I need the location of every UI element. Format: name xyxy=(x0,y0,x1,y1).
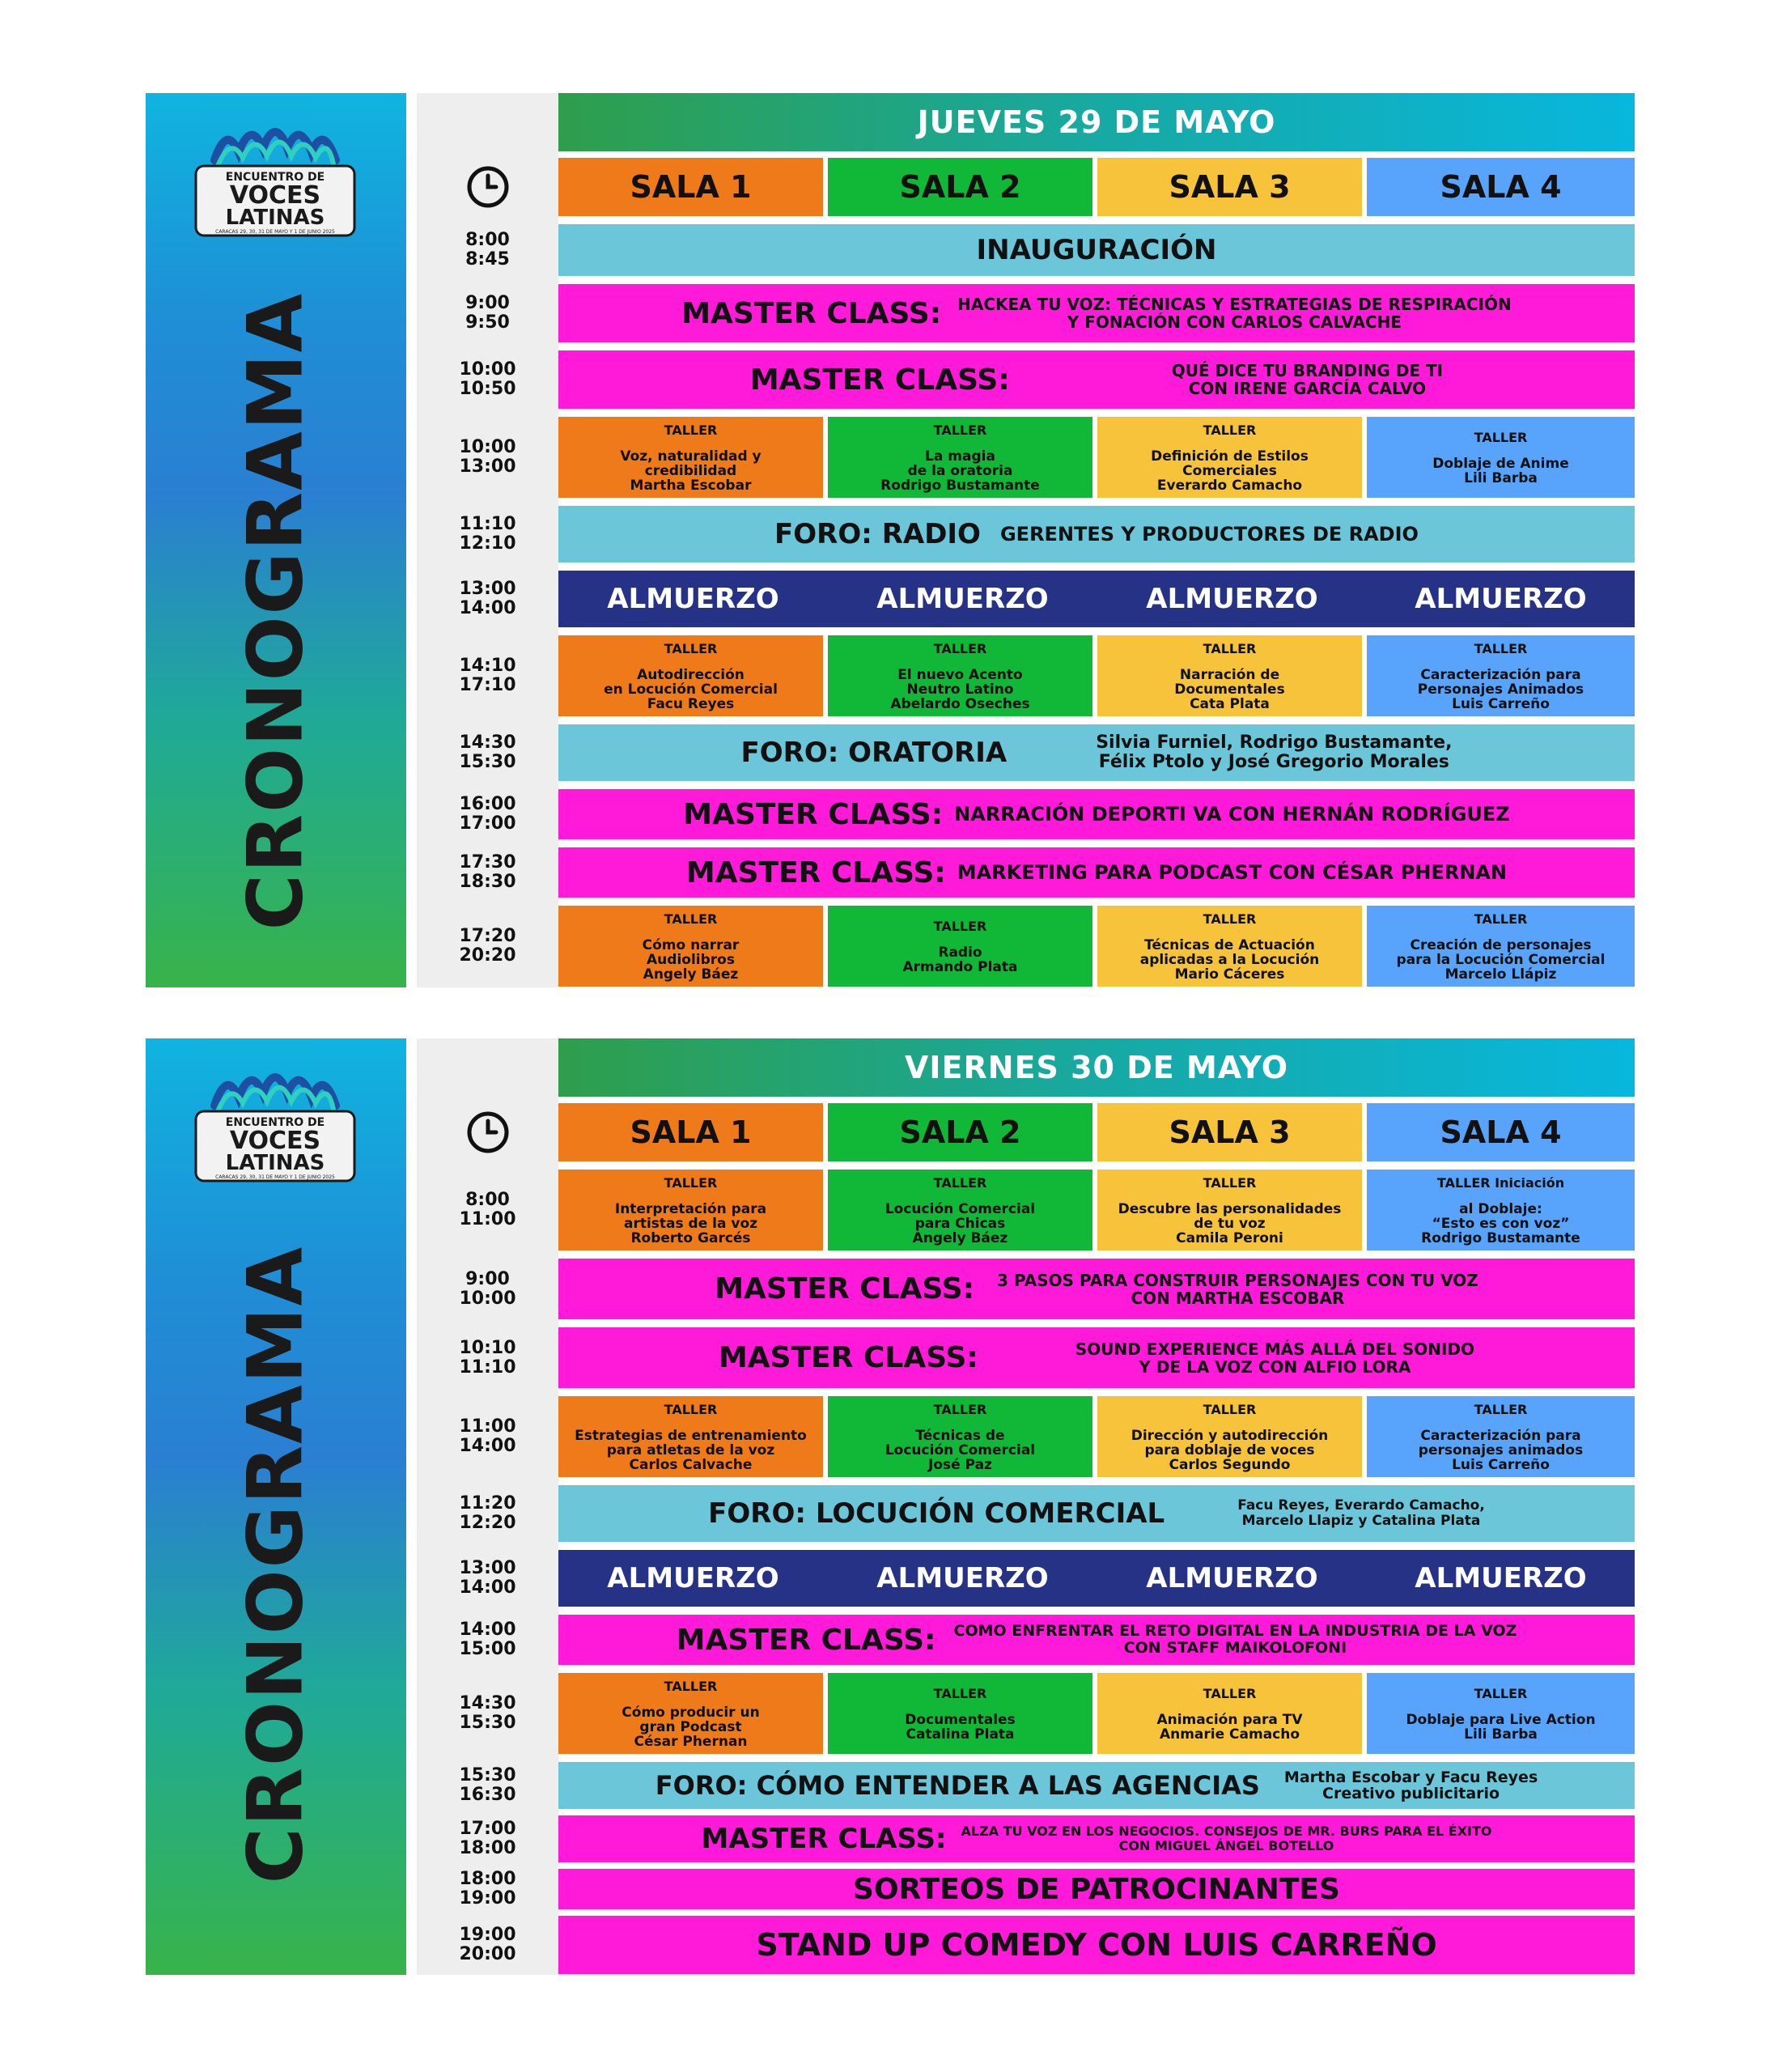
master-class-label: MASTER CLASS: xyxy=(676,1623,936,1657)
almuerzo-cell: ALMUERZO xyxy=(1097,571,1367,627)
time-slot: 14:30 15:30 xyxy=(459,732,516,772)
master-class-row xyxy=(558,350,1635,409)
time-slot: 15:30 16:30 xyxy=(459,1765,516,1805)
taller-cell: TALLER Descubre las personalidades de tu voz Camila Peroni xyxy=(1097,1170,1362,1250)
time-slot: 9:00 9:50 xyxy=(465,293,510,333)
taller-cell: TALLER Creación de personajes para la Locución Comercial Marcelo Llápiz xyxy=(1367,906,1635,987)
day-header: JUEVES 29 DE MAYO xyxy=(558,93,1635,151)
time-slot: 11:10 12:10 xyxy=(459,514,516,554)
inauguracion-row: INAUGURACIÓN xyxy=(558,224,1635,276)
clock-icon xyxy=(466,165,510,209)
sala-3-header: SALA 3 xyxy=(1097,1103,1362,1161)
foro-label: FORO: RADIO xyxy=(774,518,981,550)
taller-cell: TALLER Doblaje de Anime Lili Barba xyxy=(1367,417,1635,498)
clock-icon xyxy=(466,1110,510,1154)
taller-cell: TALLER El nuevo Acento Neutro Latino Abelardo Oseches xyxy=(828,635,1092,716)
taller-cell: TALLER Caracterización para personajes animados Luis Carreño xyxy=(1367,1396,1635,1477)
almuerzo-cell: ALMUERZO xyxy=(1367,1550,1635,1607)
almuerzo-cell: ALMUERZO xyxy=(1097,1550,1367,1607)
master-class-row xyxy=(558,789,1635,839)
time-slot: 10:00 13:00 xyxy=(459,437,516,477)
time-slot: 13:00 14:00 xyxy=(459,579,516,618)
taller-cell: TALLER Técnicas de Locución Comercial José Paz xyxy=(828,1396,1092,1477)
master-class-label: MASTER CLASS: xyxy=(685,856,946,890)
foro-text: Silvia Furniel, Rodrigo Bustamante, Félix Ptolo y José Gregorio Morales xyxy=(1096,732,1453,772)
foro-text: Martha Escobar y Facu Reyes Creativo publicitario xyxy=(1283,1768,1538,1802)
standup-row: STAND UP COMEDY CON LUIS CARREÑO xyxy=(558,1916,1635,1974)
taller-cell: TALLER Estrategias de entrenamiento para atletas de la voz Carlos Calvache xyxy=(558,1396,823,1477)
logo-line3: LATINAS xyxy=(225,206,325,230)
day-header: VIERNES 30 DE MAYO xyxy=(558,1038,1635,1097)
almuerzo-cell: ALMUERZO xyxy=(558,1550,828,1607)
taller-cell: TALLER Animación para TV Anmarie Camacho xyxy=(1097,1673,1362,1754)
almuerzo-cell: ALMUERZO xyxy=(558,571,828,627)
master-class-label: MASTER CLASS: xyxy=(718,1341,978,1374)
time-slot: 19:00 20:00 xyxy=(459,1925,516,1964)
time-column xyxy=(417,1038,558,1975)
time-slot: 13:00 14:00 xyxy=(459,1558,516,1598)
time-slot: 11:00 14:00 xyxy=(459,1416,516,1456)
time-slot: 18:00 19:00 xyxy=(459,1869,516,1909)
cronograma-title: CRONOGRAMA xyxy=(231,1245,320,1884)
master-class-label: MASTER CLASS: xyxy=(749,363,1010,397)
logo-line2: VOCES xyxy=(229,1127,321,1155)
taller-cell: TALLER Dirección y autodirección para doblaje de voces Carlos Segundo xyxy=(1097,1396,1362,1477)
sala-2-header: SALA 2 xyxy=(828,158,1092,216)
time-slot: 10:10 11:10 xyxy=(459,1337,516,1378)
master-class-row xyxy=(558,1815,1635,1862)
taller-cell: TALLER Definición de Estilos Comerciales Everardo Camacho xyxy=(1097,417,1362,498)
almuerzo-cell: ALMUERZO xyxy=(828,571,1097,627)
master-class-topic: 3 PASOS PARA CONSTRUIR PERSONAJES CON TU VOZ CON MARTHA ESCOBAR xyxy=(997,1270,1478,1308)
master-class-row xyxy=(558,847,1635,898)
taller-cell: TALLER Documentales Catalina Plata xyxy=(828,1673,1092,1754)
master-class-label: MASTER CLASS: xyxy=(715,1272,975,1306)
time-slot: 14:00 15:00 xyxy=(459,1620,516,1659)
taller-cell: TALLER Técnicas de Actuación aplicadas a la Locución Mario Cáceres xyxy=(1097,906,1362,987)
taller-cell: TALLER Radio Armando Plata xyxy=(828,906,1092,987)
logo-line2: VOCES xyxy=(229,181,321,210)
master-class-topic: SOUND EXPERIENCE MÁS ALLÁ DEL SONIDO Y DE LA VOZ CON ALFIO LORA xyxy=(1075,1339,1475,1377)
foro-row xyxy=(558,506,1635,563)
master-class-row xyxy=(558,1615,1635,1665)
taller-cell: TALLER Cómo narrar Audiolibros Angely Báez xyxy=(558,906,823,987)
time-slot: 14:10 17:10 xyxy=(459,656,516,695)
logo-line1: ENCUENTRO DE xyxy=(225,171,325,184)
taller-cell: TALLER Narración de Documentales Cata Plata xyxy=(1097,635,1362,716)
logo-line1: ENCUENTRO DE xyxy=(225,1116,325,1129)
taller-cell: TALLER Locución Comercial para Chicas Angely Báez xyxy=(828,1170,1092,1250)
time-slot: 14:30 15:30 xyxy=(459,1693,516,1733)
foro-row xyxy=(558,1485,1635,1542)
voces-latinas-logo xyxy=(194,116,356,237)
time-slot: 11:20 12:20 xyxy=(459,1493,516,1533)
time-slot: 17:30 18:30 xyxy=(459,852,516,892)
master-class-topic: MARKETING PARA PODCAST CON CÉSAR PHERNAN xyxy=(957,861,1508,884)
logo-subtitle: CARACAS 29, 30, 31 DE MAYO Y 1 DE JUNIO 2025 xyxy=(215,229,335,235)
sala-2-header: SALA 2 xyxy=(828,1103,1092,1161)
master-class-topic: HACKEA TU VOZ: TÉCNICAS Y ESTRATEGIAS DE RESPIRACIÓN Y FONACIÓN CON CARLOS CALVACHE xyxy=(957,295,1512,332)
master-class-row xyxy=(558,284,1635,342)
time-slot: 8:00 8:45 xyxy=(465,230,510,270)
sala-4-header: SALA 4 xyxy=(1367,1103,1635,1161)
foro-label: FORO: ORATORIA xyxy=(740,737,1008,769)
foro-row xyxy=(558,724,1635,781)
time-slot: 16:00 17:00 xyxy=(459,794,516,834)
sala-1-header: SALA 1 xyxy=(558,158,823,216)
clock-cell xyxy=(417,158,558,216)
master-class-topic: QUÉ DICE TU BRANDING DE TI CON IRENE GARCÍA CALVO xyxy=(1171,361,1444,398)
taller-cell: TALLER Doblaje para Live Action Lili Barba xyxy=(1367,1673,1635,1754)
master-class-topic: COMO ENFRENTAR EL RETO DIGITAL EN LA INDUSTRIA DE LA VOZ CON STAFF MAIKOLOFONI xyxy=(953,1622,1517,1657)
almuerzo-cell: ALMUERZO xyxy=(1367,571,1635,627)
schedule-day1 xyxy=(146,93,1635,987)
logo-line3: LATINAS xyxy=(225,1151,325,1175)
foro-text: Facu Reyes, Everardo Camacho, Marcelo Llapiz y Catalina Plata xyxy=(1237,1497,1485,1529)
logo-subtitle: CARACAS 29, 30, 31 DE MAYO Y 1 DE JUNIO 2025 xyxy=(215,1174,335,1180)
taller-cell: TALLER Autodirección en Locución Comercial Facu Reyes xyxy=(558,635,823,716)
master-class-row xyxy=(558,1327,1635,1388)
sorteos-row: SORTEOS DE PATROCINANTES xyxy=(558,1869,1635,1909)
master-class-label: MASTER CLASS: xyxy=(681,296,942,330)
sidebar-banner xyxy=(146,1038,406,1975)
sidebar-banner xyxy=(146,93,406,987)
master-class-label: MASTER CLASS: xyxy=(701,1823,947,1855)
master-class-topic: ALZA TU VOZ EN LOS NEGOCIOS. CONSEJOS DE MR. BURS PARA EL ÉXITO CON MIGUEL ÁNGEL BOTELLO xyxy=(961,1824,1492,1853)
taller-cell: TALLER La magia de la oratoria Rodrigo Bustamante xyxy=(828,417,1092,498)
taller-cell: TALLER Iniciación al Doblaje: “Esto es con voz” Rodrigo Bustamante xyxy=(1367,1170,1635,1250)
taller-cell: TALLER Interpretación para artistas de la voz Roberto Garcés xyxy=(558,1170,823,1250)
time-slot: 17:20 20:20 xyxy=(459,926,516,966)
time-slot: 9:00 10:00 xyxy=(459,1268,516,1309)
foro-label: FORO: LOCUCIÓN COMERCIAL xyxy=(708,1497,1165,1530)
sala-4-header: SALA 4 xyxy=(1367,158,1635,216)
clock-cell xyxy=(417,1103,558,1161)
time-slot: 8:00 11:00 xyxy=(459,1190,516,1229)
master-class-row xyxy=(558,1259,1635,1319)
time-slot: 10:00 10:50 xyxy=(459,359,516,399)
foro-text: GERENTES Y PRODUCTORES DE RADIO xyxy=(999,523,1419,546)
taller-cell: TALLER Cómo producir un gran Podcast César Phernan xyxy=(558,1673,823,1754)
sala-3-header: SALA 3 xyxy=(1097,158,1362,216)
voces-latinas-logo xyxy=(194,1061,356,1182)
time-column xyxy=(417,93,558,987)
taller-cell: TALLER Caracterización para Personajes Animados Luis Carreño xyxy=(1367,635,1635,716)
sala-1-header: SALA 1 xyxy=(558,1103,823,1161)
master-class-label: MASTER CLASS: xyxy=(683,797,944,831)
foro-row xyxy=(558,1762,1635,1809)
cronograma-title: CRONOGRAMA xyxy=(231,291,320,931)
taller-cell: TALLER Voz, naturalidad y credibilidad Martha Escobar xyxy=(558,417,823,498)
master-class-topic: NARRACIÓN DEPORTI VA CON HERNÁN RODRÍGUEZ xyxy=(954,803,1510,826)
foro-label: FORO: CÓMO ENTENDER A LAS AGENCIAS xyxy=(655,1770,1260,1801)
almuerzo-cell: ALMUERZO xyxy=(828,1550,1097,1607)
time-slot: 17:00 18:00 xyxy=(459,1819,516,1858)
schedule-day2 xyxy=(146,1038,1635,1975)
